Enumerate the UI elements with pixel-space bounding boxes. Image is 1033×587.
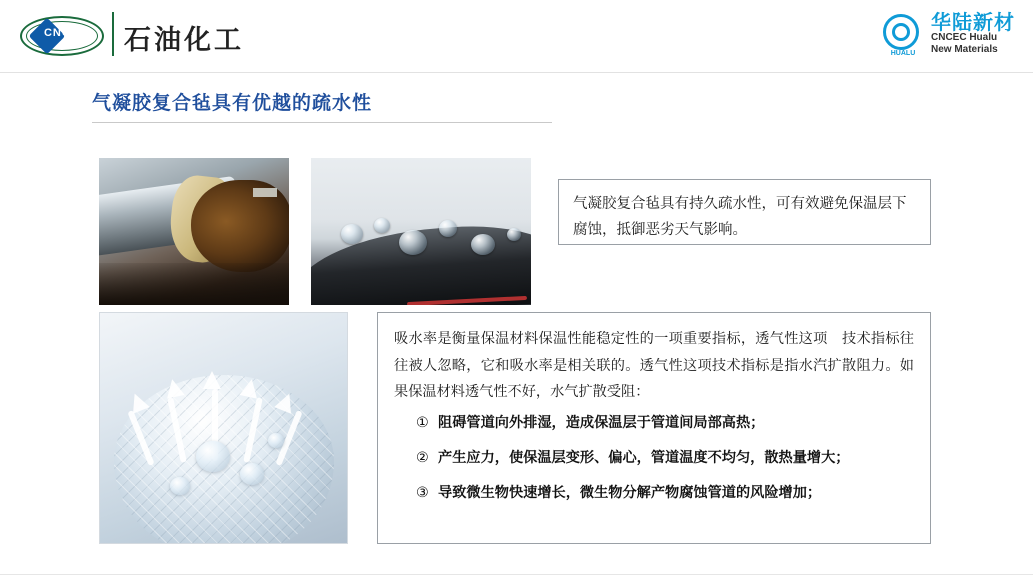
footer-divider [0, 574, 1033, 575]
bullet-number: ② [416, 449, 429, 466]
vapor-permeability-image [99, 312, 348, 544]
hualu-logo [883, 12, 1015, 56]
header-title: 石油化工 [124, 25, 244, 56]
bullet-text: 导致微生物快速增长，微生物分解产物腐蚀管道的风险增加； [438, 484, 822, 501]
hualu-name-en-line2: New Materials [931, 44, 998, 55]
permeability-paragraph: 吸水率是衡量保温材料保温性能稳定性的一项重要指标，透气性这项 技术指标往往被人忽略，它和吸水率是相关联的。透气性这项技术指标是指水汽扩散阻力。如果保温材料透气性不好，水气扩散受阻： [394, 331, 914, 400]
list-item [394, 482, 914, 504]
hydrophobic-callout-box: 气凝胶复合毡具有持久疏水性，可有效避免保温层下腐蚀，抵御恶劣天气影响。 [558, 179, 931, 245]
hualu-name-cn: 华陆新材 [931, 10, 1015, 34]
title-underline [92, 122, 552, 123]
header-divider [112, 12, 114, 56]
cncec-emblem-text: CNCEC [43, 27, 89, 39]
list-item [394, 447, 914, 469]
bullet-number: ① [416, 414, 429, 431]
permeability-text-box [377, 312, 931, 544]
water-droplets-image [311, 158, 531, 305]
slide-header [0, 0, 1033, 73]
permeability-bullet-list [394, 412, 914, 504]
hualu-name-en-line1: CNCEC Hualu [931, 32, 998, 43]
bullet-number: ③ [416, 484, 429, 501]
bullet-text: 阻碍管道向外排湿，造成保温层于管道间局部高热； [438, 414, 765, 431]
pipe-corrosion-image [99, 158, 289, 305]
bullet-text: 产生应力，使保温层变形、偏心，管道温度不均匀，散热量增大； [438, 449, 850, 466]
cncec-logo [20, 14, 106, 58]
hualu-emblem-icon [883, 14, 923, 57]
cncec-emblem-icon [20, 14, 106, 58]
hualu-badge-label: HUALU [890, 50, 916, 57]
page-title: 气凝胶复合毡具有优越的疏水性 [92, 92, 373, 114]
list-item [394, 412, 914, 434]
hualu-wordmark [931, 12, 1015, 56]
